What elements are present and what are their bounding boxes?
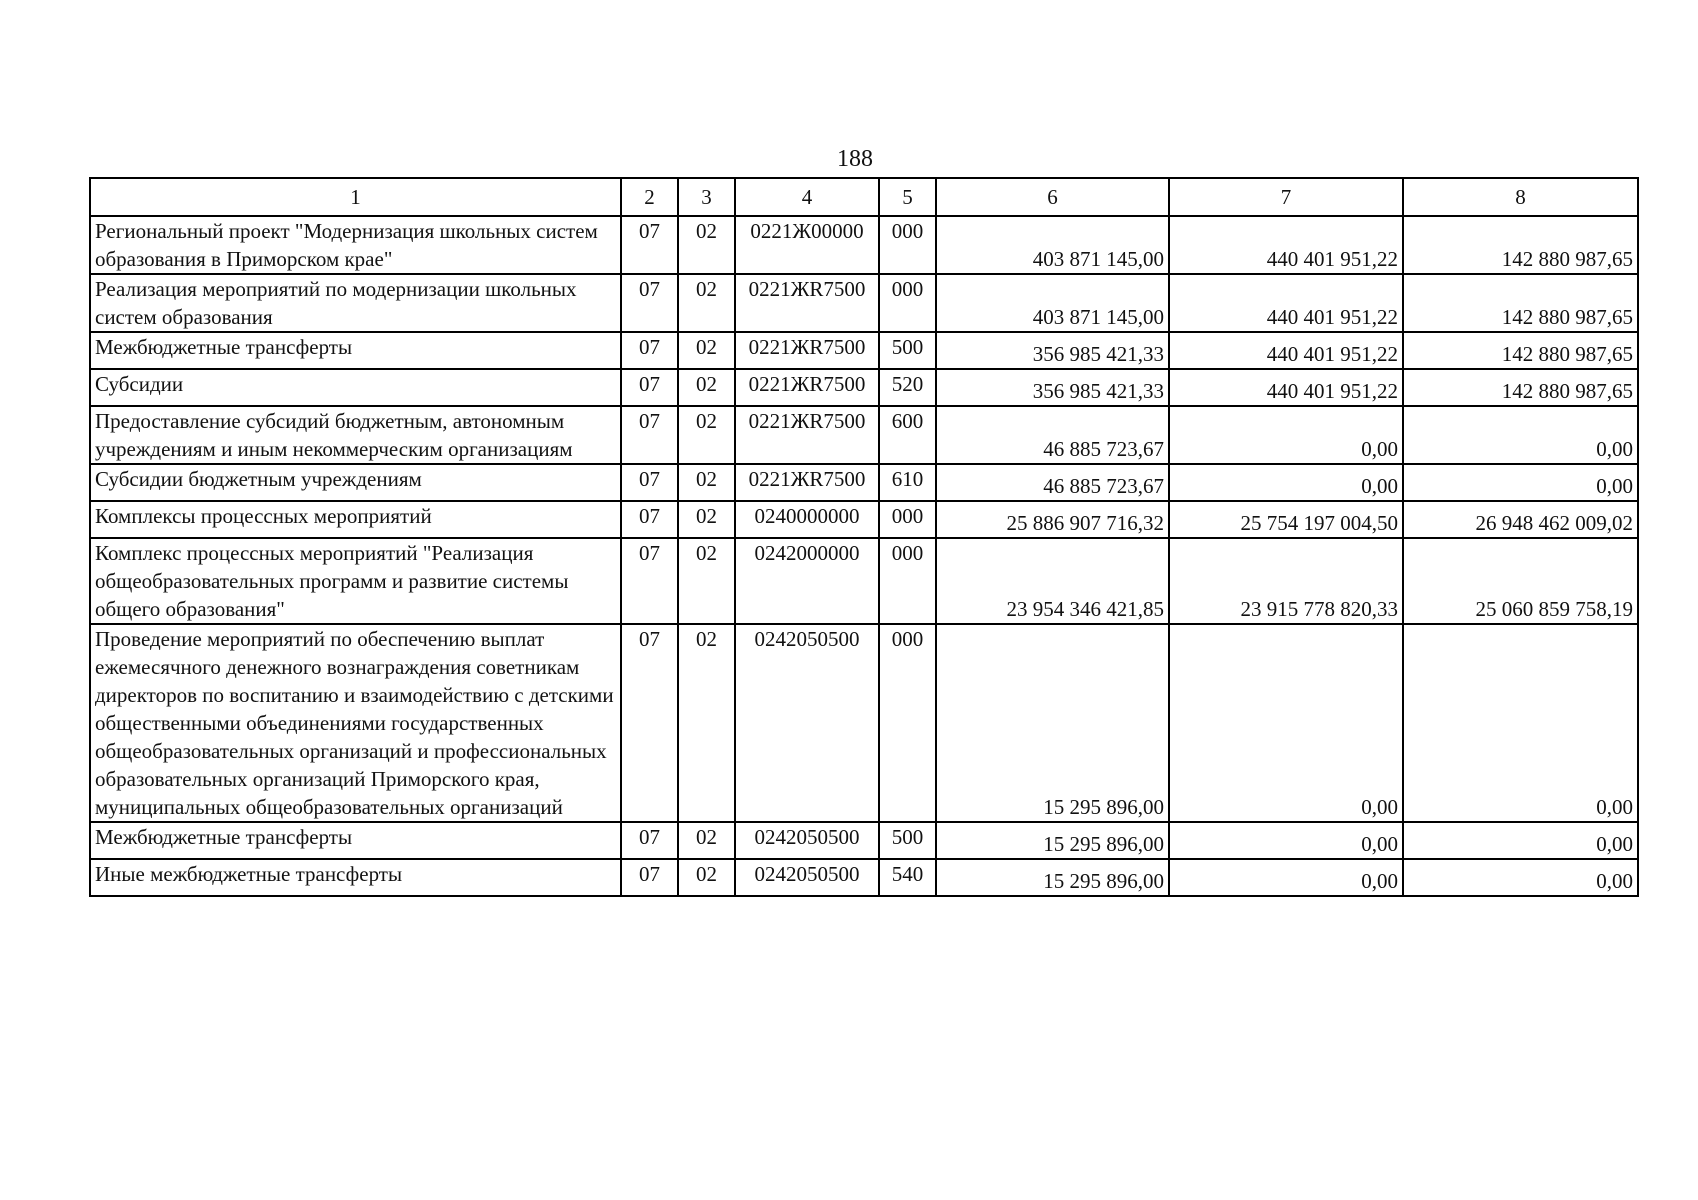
amount-col6-cell: 15 295 896,00 bbox=[936, 822, 1169, 859]
amount-col6-cell: 46 885 723,67 bbox=[936, 464, 1169, 501]
column-header: 4 bbox=[735, 178, 879, 216]
expense-type-cell: 520 bbox=[879, 369, 936, 406]
target-article-cell: 0221ЖR7500 bbox=[735, 332, 879, 369]
amount-col7-cell: 440 401 951,22 bbox=[1169, 369, 1403, 406]
budget-table bbox=[89, 177, 1639, 897]
page-number: 188 bbox=[837, 146, 873, 172]
target-article-cell: 0242050500 bbox=[735, 822, 879, 859]
section-code-cell: 07 bbox=[621, 624, 678, 822]
amount-col6-cell: 46 885 723,67 bbox=[936, 406, 1169, 464]
table-row bbox=[90, 464, 1638, 501]
expense-type-cell: 540 bbox=[879, 859, 936, 896]
subsection-code-cell: 02 bbox=[678, 332, 735, 369]
row-name-cell: Предоставление субсидий бюджетным, автономным учреждениям и иным некоммерческим организациям bbox=[90, 406, 621, 464]
table-row bbox=[90, 332, 1638, 369]
target-article-cell: 0242000000 bbox=[735, 538, 879, 624]
row-name-cell: Субсидии bbox=[90, 369, 621, 406]
amount-col6-cell: 23 954 346 421,85 bbox=[936, 538, 1169, 624]
amount-col8-cell: 26 948 462 009,02 bbox=[1403, 501, 1638, 538]
subsection-code-cell: 02 bbox=[678, 216, 735, 274]
amount-col7-cell: 0,00 bbox=[1169, 406, 1403, 464]
subsection-code-cell: 02 bbox=[678, 501, 735, 538]
section-code-cell: 07 bbox=[621, 406, 678, 464]
amount-col7-cell: 0,00 bbox=[1169, 859, 1403, 896]
section-code-cell: 07 bbox=[621, 501, 678, 538]
column-header: 7 bbox=[1169, 178, 1403, 216]
target-article-cell: 0221ЖR7500 bbox=[735, 274, 879, 332]
amount-col8-cell: 142 880 987,65 bbox=[1403, 216, 1638, 274]
expense-type-cell: 600 bbox=[879, 406, 936, 464]
target-article-cell: 0242050500 bbox=[735, 624, 879, 822]
amount-col8-cell: 0,00 bbox=[1403, 464, 1638, 501]
table-row bbox=[90, 538, 1638, 624]
amount-col8-cell: 25 060 859 758,19 bbox=[1403, 538, 1638, 624]
expense-type-cell: 000 bbox=[879, 501, 936, 538]
amount-col8-cell: 0,00 bbox=[1403, 822, 1638, 859]
subsection-code-cell: 02 bbox=[678, 406, 735, 464]
column-header: 5 bbox=[879, 178, 936, 216]
subsection-code-cell: 02 bbox=[678, 464, 735, 501]
amount-col6-cell: 15 295 896,00 bbox=[936, 859, 1169, 896]
amount-col6-cell: 356 985 421,33 bbox=[936, 369, 1169, 406]
amount-col7-cell: 440 401 951,22 bbox=[1169, 332, 1403, 369]
column-header: 8 bbox=[1403, 178, 1638, 216]
table-row bbox=[90, 624, 1638, 822]
row-name-cell: Проведение мероприятий по обеспечению выплат ежемесячного денежного вознаграждения советникам директоров по воспитанию и взаимодействию с детскими общественными объединениями государственных общеобразовательных организаций и профессиональных образовательных организаций Приморского края, муниципальных общеобразовательных организаций bbox=[90, 624, 621, 822]
row-name-cell: Комплексы процессных мероприятий bbox=[90, 501, 621, 538]
section-code-cell: 07 bbox=[621, 216, 678, 274]
expense-type-cell: 000 bbox=[879, 274, 936, 332]
table-row bbox=[90, 369, 1638, 406]
table-row bbox=[90, 859, 1638, 896]
amount-col7-cell: 23 915 778 820,33 bbox=[1169, 538, 1403, 624]
row-name-cell: Иные межбюджетные трансферты bbox=[90, 859, 621, 896]
section-code-cell: 07 bbox=[621, 859, 678, 896]
subsection-code-cell: 02 bbox=[678, 538, 735, 624]
amount-col7-cell: 440 401 951,22 bbox=[1169, 216, 1403, 274]
target-article-cell: 0221ЖR7500 bbox=[735, 464, 879, 501]
expense-type-cell: 000 bbox=[879, 624, 936, 822]
row-name-cell: Межбюджетные трансферты bbox=[90, 822, 621, 859]
amount-col7-cell: 440 401 951,22 bbox=[1169, 274, 1403, 332]
amount-col7-cell: 0,00 bbox=[1169, 822, 1403, 859]
expense-type-cell: 000 bbox=[879, 538, 936, 624]
subsection-code-cell: 02 bbox=[678, 369, 735, 406]
target-article-cell: 0221ЖR7500 bbox=[735, 369, 879, 406]
section-code-cell: 07 bbox=[621, 332, 678, 369]
expense-type-cell: 500 bbox=[879, 822, 936, 859]
row-name-cell: Субсидии бюджетным учреждениям bbox=[90, 464, 621, 501]
subsection-code-cell: 02 bbox=[678, 859, 735, 896]
target-article-cell: 0221ЖR7500 bbox=[735, 406, 879, 464]
section-code-cell: 07 bbox=[621, 369, 678, 406]
column-header: 1 bbox=[90, 178, 621, 216]
section-code-cell: 07 bbox=[621, 822, 678, 859]
target-article-cell: 0221Ж00000 bbox=[735, 216, 879, 274]
amount-col6-cell: 403 871 145,00 bbox=[936, 274, 1169, 332]
target-article-cell: 0242050500 bbox=[735, 859, 879, 896]
subsection-code-cell: 02 bbox=[678, 274, 735, 332]
section-code-cell: 07 bbox=[621, 538, 678, 624]
amount-col8-cell: 142 880 987,65 bbox=[1403, 274, 1638, 332]
amount-col6-cell: 25 886 907 716,32 bbox=[936, 501, 1169, 538]
table-row bbox=[90, 501, 1638, 538]
column-header: 3 bbox=[678, 178, 735, 216]
table-row bbox=[90, 274, 1638, 332]
amount-col8-cell: 0,00 bbox=[1403, 859, 1638, 896]
section-code-cell: 07 bbox=[621, 274, 678, 332]
row-name-cell: Региональный проект "Модернизация школьных систем образования в Приморском крае" bbox=[90, 216, 621, 274]
amount-col8-cell: 0,00 bbox=[1403, 406, 1638, 464]
row-name-cell: Комплекс процессных мероприятий "Реализация общеобразовательных программ и развитие системы общего образования" bbox=[90, 538, 621, 624]
expense-type-cell: 500 bbox=[879, 332, 936, 369]
table-row bbox=[90, 216, 1638, 274]
table-header bbox=[90, 178, 1638, 216]
amount-col8-cell: 0,00 bbox=[1403, 624, 1638, 822]
amount-col6-cell: 356 985 421,33 bbox=[936, 332, 1169, 369]
table-body bbox=[90, 216, 1638, 896]
amount-col8-cell: 142 880 987,65 bbox=[1403, 332, 1638, 369]
expense-type-cell: 000 bbox=[879, 216, 936, 274]
subsection-code-cell: 02 bbox=[678, 624, 735, 822]
target-article-cell: 0240000000 bbox=[735, 501, 879, 538]
row-name-cell: Межбюджетные трансферты bbox=[90, 332, 621, 369]
amount-col6-cell: 15 295 896,00 bbox=[936, 624, 1169, 822]
column-header: 6 bbox=[936, 178, 1169, 216]
amount-col8-cell: 142 880 987,65 bbox=[1403, 369, 1638, 406]
column-header: 2 bbox=[621, 178, 678, 216]
amount-col7-cell: 0,00 bbox=[1169, 464, 1403, 501]
expense-type-cell: 610 bbox=[879, 464, 936, 501]
amount-col6-cell: 403 871 145,00 bbox=[936, 216, 1169, 274]
subsection-code-cell: 02 bbox=[678, 822, 735, 859]
table-row bbox=[90, 822, 1638, 859]
row-name-cell: Реализация мероприятий по модернизации школьных систем образования bbox=[90, 274, 621, 332]
amount-col7-cell: 0,00 bbox=[1169, 624, 1403, 822]
section-code-cell: 07 bbox=[621, 464, 678, 501]
amount-col7-cell: 25 754 197 004,50 bbox=[1169, 501, 1403, 538]
table-row bbox=[90, 406, 1638, 464]
